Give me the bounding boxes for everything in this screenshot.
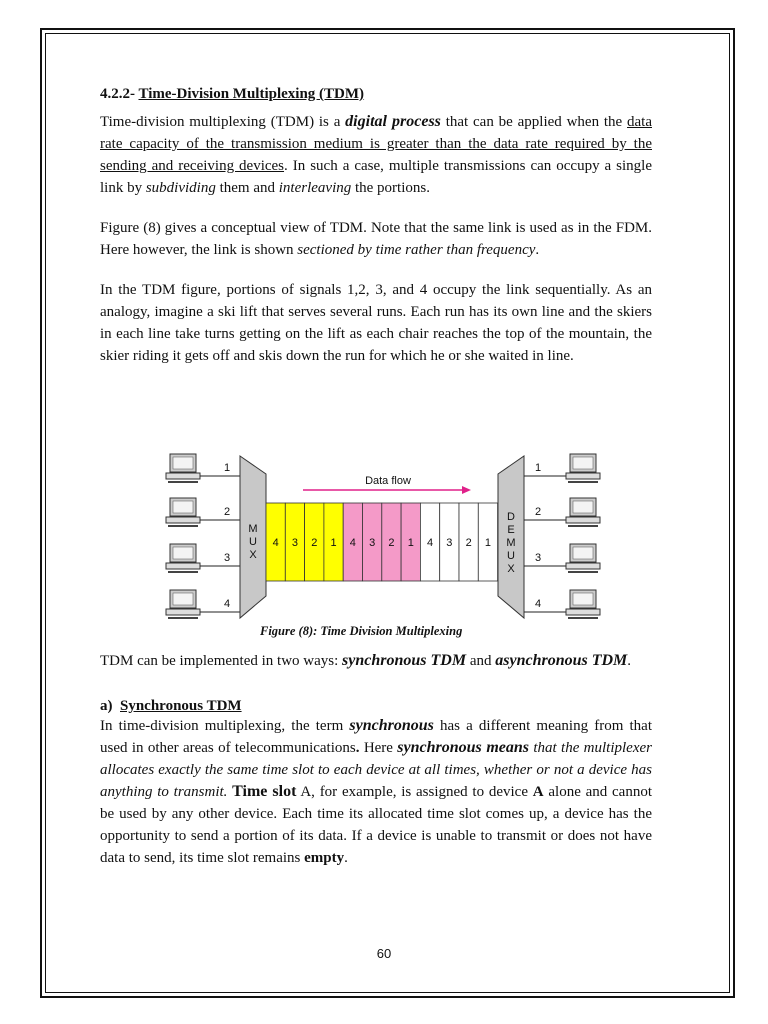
time-slot — [382, 503, 401, 581]
mux-letter: X — [249, 549, 257, 561]
computer-icon — [566, 544, 600, 572]
data-flow-arrowhead — [462, 486, 471, 494]
line-number: 2 — [224, 506, 231, 518]
emphasis-digital-process: digital process — [345, 113, 441, 130]
time-slot-label: 3 — [446, 537, 453, 549]
computer-icons-right — [566, 454, 600, 618]
text-run: . — [535, 242, 540, 258]
computer-icon — [166, 454, 200, 482]
text-run: has a different meaning from that used in other areas of telecommunications — [100, 718, 652, 756]
line-number: 1 — [535, 462, 542, 474]
italic-interleaving: interleaving — [278, 180, 352, 196]
text-run: Here — [359, 740, 398, 756]
demux-letter: U — [507, 550, 515, 562]
text-run: A, for example, is assigned to device — [296, 784, 533, 800]
time-slot-label: 1 — [484, 537, 492, 549]
computer-icon — [166, 498, 200, 526]
line-number: 3 — [535, 552, 542, 564]
time-slot-label: 4 — [349, 537, 356, 549]
demux-letter: E — [507, 524, 515, 536]
time-slot — [266, 503, 285, 581]
paragraph-tdm-intro — [100, 111, 652, 199]
text-run: them and — [215, 180, 279, 196]
time-slot — [363, 503, 382, 581]
section-number: 4.2.2- — [100, 86, 135, 102]
computer-icon — [166, 544, 200, 572]
time-slot-label: 2 — [465, 537, 472, 549]
output-lines — [524, 476, 566, 612]
input-line-numbers — [224, 462, 230, 610]
emphasis-synchronous-means: synchronous means — [397, 739, 530, 756]
mux-letter: U — [249, 536, 257, 548]
time-slot-label: 4 — [426, 537, 434, 549]
emphasis-synchronous-tdm: synchronous TDM — [342, 652, 467, 669]
computer-icon — [166, 590, 200, 618]
time-slot — [401, 503, 420, 581]
italic-subdividing: subdividing — [145, 180, 216, 196]
output-line-numbers — [535, 462, 541, 610]
paragraph-figure-intro — [100, 217, 652, 261]
document-body-top — [100, 86, 652, 367]
paragraph-two-ways — [100, 648, 652, 674]
paragraph-synchronous-tdm — [100, 715, 652, 869]
text-run: . — [344, 850, 348, 866]
section-title: Time-Division Multiplexing (TDM) — [138, 86, 365, 102]
text-run: Time-division multiplexing (TDM) is a — [100, 114, 346, 130]
emphasis-asynchronous-tdm: asynchronous TDM — [495, 652, 628, 669]
time-slot-label: 1 — [407, 537, 414, 549]
time-slot-label: 1 — [330, 537, 337, 549]
time-slot — [305, 503, 324, 581]
link-time-slots — [266, 503, 498, 581]
italic-definition: that the multiplexer allocates exactly the same time slot to each device at all times, whether or not a device has anything to transmit. — [100, 740, 652, 800]
subsection-title: Synchronous TDM — [120, 698, 242, 714]
underlined-condition: data rate capacity of the transmission medium is greater than the data rate required by the sending and receiving devices — [100, 114, 652, 174]
input-lines — [200, 476, 240, 612]
text-run: alone and cannot be used by any other device. Each time its allocated time slot comes up, a device has the opportunity to send a portion of its data. If a device is unable to transmit or does not have data to send, its time slot remains — [100, 784, 653, 866]
time-slot-label: 2 — [388, 537, 395, 549]
tdm-diagram — [160, 452, 620, 622]
demux-letter: X — [507, 563, 515, 575]
section-heading — [100, 86, 652, 103]
text-run: In time-division multiplexing, the term — [100, 718, 350, 734]
mux-label — [248, 523, 257, 561]
time-slot — [285, 503, 304, 581]
time-slot-label: 3 — [369, 537, 376, 549]
demux-label — [506, 511, 515, 575]
computer-icons-left — [166, 454, 200, 618]
time-slot — [440, 503, 459, 581]
time-slot — [343, 503, 362, 581]
mux-letter: M — [248, 523, 258, 535]
page-number: 60 — [376, 946, 392, 961]
text-run: the portions. — [351, 180, 430, 196]
bold-device-a: A — [532, 784, 544, 800]
line-number: 2 — [535, 506, 542, 518]
computer-icon — [566, 454, 600, 482]
demux-letter: D — [507, 511, 515, 523]
text-run: Figure (8) gives a conceptual view of TDM. Note that the same link is used as in the FDM. Here however, the link is shown — [100, 220, 652, 258]
figure-caption: Figure (8): Time Division Multiplexing — [260, 624, 463, 638]
paragraph-ski-analogy — [100, 279, 652, 367]
text-run: TDM can be implemented in two ways: — [100, 653, 343, 669]
tdm-figure — [160, 452, 620, 622]
computer-icon — [566, 590, 600, 618]
line-number: 4 — [224, 598, 231, 610]
line-number: 3 — [224, 552, 231, 564]
subsection-heading — [100, 698, 652, 715]
text-run: that can be applied when the — [440, 114, 628, 130]
time-slot — [459, 503, 478, 581]
text-run: and — [466, 653, 496, 669]
subsection-label: a) — [100, 698, 113, 714]
time-slot-label: 3 — [291, 537, 299, 549]
time-slot — [478, 503, 497, 581]
computer-icon — [566, 498, 600, 526]
line-number: 4 — [535, 598, 542, 610]
text-run: . — [627, 653, 632, 669]
time-slot — [420, 503, 439, 581]
bold-time-slot: Time slot — [227, 783, 297, 800]
document-body-bottom — [100, 648, 652, 869]
time-slot-label: 4 — [272, 537, 279, 549]
time-slot-label: 2 — [311, 537, 318, 549]
data-flow-label: Data flow — [365, 475, 411, 487]
line-number: 1 — [224, 462, 231, 474]
text-run: . In such a case, multiple transmissions can occupy a single link by — [100, 158, 652, 196]
bold-empty: empty — [304, 850, 345, 866]
italic-sectioned-by-time: sectioned by time rather than frequency — [297, 242, 536, 258]
emphasis-synchronous: synchronous — [349, 717, 434, 734]
time-slot — [324, 503, 343, 581]
text-run: . — [355, 740, 360, 756]
text-run: In the TDM figure, portions of signals 1,2, 3, and 4 occupy the link sequentially. As an analogy, imagine a ski lift that serves several runs. Each run has its own line and the skiers in each line take turns getting on the lift as each chair reaches the top of the mountain, the skier riding it gets off and skis down the run for which he or she waited in line. — [100, 282, 652, 364]
demux-letter: M — [506, 537, 516, 549]
